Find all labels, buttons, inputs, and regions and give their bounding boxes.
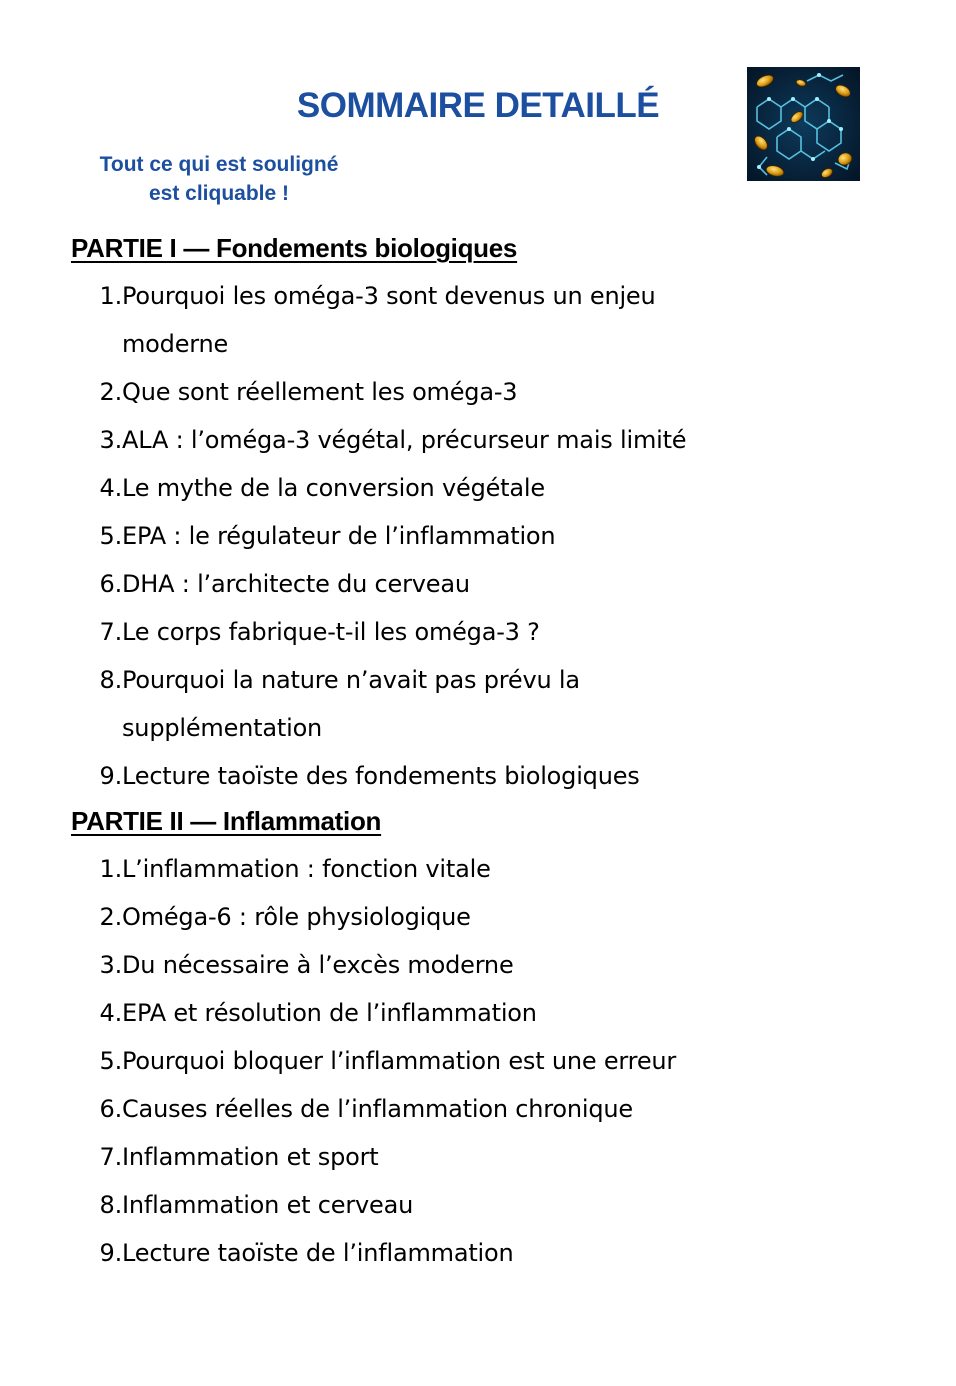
list-item xyxy=(71,512,891,560)
item-text: EPA et résolution de l’inflammation xyxy=(122,999,537,1027)
item-text: Inflammation et cerveau xyxy=(122,1191,414,1219)
item-number: 6. xyxy=(99,1095,122,1123)
list-item xyxy=(71,272,891,368)
list-item xyxy=(71,893,891,941)
clickable-note-line-1: Tout ce qui est souligné xyxy=(99,153,339,176)
clickable-note-line-2: est cliquable ! xyxy=(148,182,290,205)
list-item xyxy=(71,1229,891,1277)
item-number: 3. xyxy=(99,426,122,454)
item-number: 7. xyxy=(99,1143,122,1171)
item-number: 5. xyxy=(99,522,122,550)
list-item xyxy=(71,941,891,989)
item-number: 8. xyxy=(99,666,122,694)
list-item xyxy=(71,368,891,416)
list-item xyxy=(71,1133,891,1181)
item-number: 2. xyxy=(99,903,122,931)
item-number: 3. xyxy=(99,951,122,979)
item-text: EPA : le régulateur de l’inflammation xyxy=(122,522,556,550)
item-text: L’inflammation : fonction vitale xyxy=(122,855,491,883)
part-2-list xyxy=(71,845,891,1277)
list-item xyxy=(71,416,891,464)
item-text: Lecture taoïste des fondements biologiques xyxy=(122,762,640,790)
list-item xyxy=(71,989,891,1037)
list-item xyxy=(71,1085,891,1133)
item-text: Lecture taoïste de l’inflammation xyxy=(122,1239,514,1267)
item-number: 9. xyxy=(99,762,122,790)
item-text: Inflammation et sport xyxy=(122,1143,379,1171)
part-2-section xyxy=(71,801,891,1277)
part-2-title-link[interactable]: PARTIE II — Inflammation xyxy=(71,806,382,836)
omega3-molecule-capsules-image xyxy=(747,67,860,181)
item-text: DHA : l’architecte du cerveau xyxy=(122,570,470,598)
item-text: Pourquoi les oméga-3 sont devenus un enjeu moderne xyxy=(122,282,656,358)
part-1-section xyxy=(71,228,891,800)
item-number: 5. xyxy=(99,1047,122,1075)
list-item xyxy=(71,1181,891,1229)
item-text: Que sont réellement les oméga-3 xyxy=(122,378,518,406)
item-text: Oméga-6 : rôle physiologique xyxy=(122,903,471,931)
item-number: 1. xyxy=(99,855,122,883)
item-text: Le corps fabrique-t-il les oméga-3 ? xyxy=(122,618,540,646)
item-text: Du nécessaire à l’excès moderne xyxy=(122,951,514,979)
part-1-title-link[interactable]: PARTIE I — Fondements biologiques xyxy=(71,233,518,263)
part-1-list xyxy=(71,272,891,800)
item-text: Pourquoi bloquer l’inflammation est une erreur xyxy=(122,1047,677,1075)
page-title: SOMMAIRE DETAILLÉ xyxy=(296,86,660,125)
item-number: 2. xyxy=(99,378,122,406)
item-number: 1. xyxy=(99,282,122,310)
item-text: Causes réelles de l’inflammation chronique xyxy=(122,1095,633,1123)
item-number: 9. xyxy=(99,1239,122,1267)
clickable-note xyxy=(88,150,350,208)
list-item xyxy=(71,560,891,608)
item-number: 8. xyxy=(99,1191,122,1219)
item-number: 4. xyxy=(99,999,122,1027)
list-item xyxy=(71,608,891,656)
list-item xyxy=(71,656,891,752)
item-text: Le mythe de la conversion végétale xyxy=(122,474,545,502)
item-number: 4. xyxy=(99,474,122,502)
item-text: Pourquoi la nature n’avait pas prévu la supplémentation xyxy=(122,666,580,742)
item-text: ALA : l’oméga-3 végétal, précurseur mais limité xyxy=(122,426,687,454)
item-number: 6. xyxy=(99,570,122,598)
item-number: 7. xyxy=(99,618,122,646)
list-item xyxy=(71,752,891,800)
list-item xyxy=(71,464,891,512)
list-item xyxy=(71,1037,891,1085)
list-item xyxy=(71,845,891,893)
